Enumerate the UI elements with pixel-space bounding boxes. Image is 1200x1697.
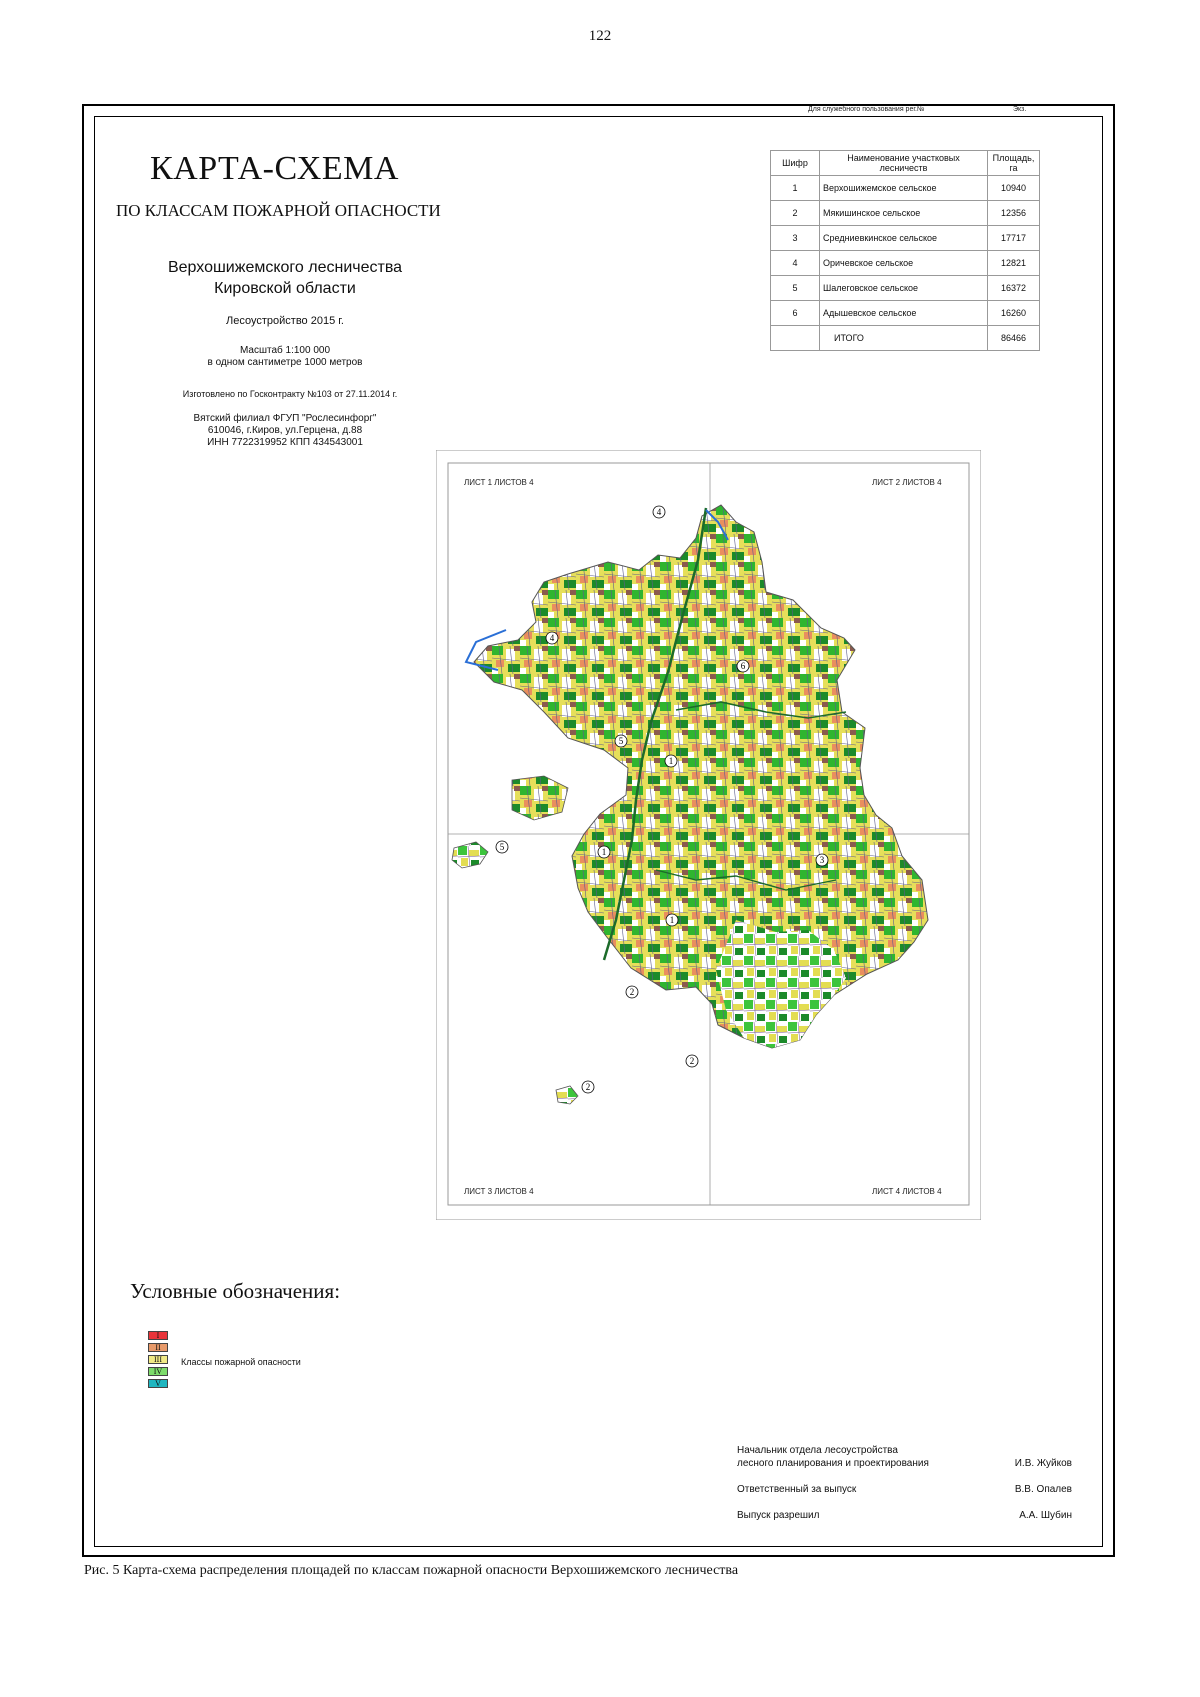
table-row — [771, 201, 1040, 226]
row-area: 12356 — [988, 201, 1040, 226]
marker-label: 2 — [629, 987, 635, 997]
table-row — [771, 226, 1040, 251]
map-scale-note: в одном сантиметре 1000 метров — [207, 357, 363, 368]
row-name: Средниевкинское сельское — [820, 226, 988, 251]
row-name: Адышевское сельское — [820, 301, 988, 326]
signature-role-2: Ответственный за выпуск — [737, 1484, 857, 1495]
producer-tax-ids: ИНН 7722319952 КПП 434543001 — [207, 437, 363, 448]
row-code: 5 — [771, 276, 820, 301]
signature-role-3: Выпуск разрешил — [737, 1510, 820, 1521]
marker-label: 4 — [549, 633, 555, 643]
marker-label: 5 — [618, 736, 624, 746]
producer-name: Вятский филиал ФГУП "Рослесинфорг" — [193, 413, 377, 424]
total-area: 86466 — [988, 326, 1040, 351]
row-code: 4 — [771, 251, 820, 276]
district-area-table — [770, 150, 1040, 351]
marker-district — [653, 506, 665, 518]
row-area: 12821 — [988, 251, 1040, 276]
marker-district — [686, 1055, 698, 1067]
marker-district — [496, 841, 508, 853]
table-total-row — [771, 326, 1040, 351]
map-title: КАРТА-СХЕМА — [150, 150, 399, 187]
marker-label: 1 — [668, 756, 674, 766]
marker-label: 1 — [669, 915, 675, 925]
marker-district — [626, 986, 638, 998]
row-name: Верхошижемское сельское — [820, 176, 988, 201]
marker-district — [615, 735, 627, 747]
marker-district — [546, 632, 558, 644]
figure-caption: Рис. 5 Карта-схема распределения площадей по классам пожарной опасности Верхошижемского лесничества — [84, 1563, 739, 1578]
row-area: 17717 — [988, 226, 1040, 251]
forestry-name: Верхошижемского лесничества — [167, 259, 403, 276]
row-code: 1 — [771, 176, 820, 201]
header-area: Площадь, га — [988, 151, 1040, 176]
row-code: 6 — [771, 301, 820, 326]
map-scale: Масштаб 1:100 000 — [239, 345, 331, 356]
row-code: 2 — [771, 201, 820, 226]
legend-swatch-class-4: IV — [148, 1367, 168, 1376]
marker-district — [582, 1081, 594, 1093]
header-code: Шифр — [771, 151, 820, 176]
table-row — [771, 176, 1040, 201]
signature-name-2: В.В. Опалев — [1014, 1484, 1072, 1495]
table-header-row — [771, 151, 1040, 176]
table-row — [771, 251, 1040, 276]
fire-danger-map — [436, 450, 981, 1220]
row-name: Оричевское сельское — [820, 251, 988, 276]
region-name: Кировской области — [214, 280, 356, 297]
page-number: 122 — [588, 28, 612, 44]
signature-name-1: И.В. Жуйков — [1014, 1458, 1072, 1469]
legend-swatch-class-5: V — [148, 1379, 168, 1388]
marker-district — [816, 854, 828, 866]
legend-label: Классы пожарной опасности — [181, 1357, 301, 1367]
sheet-label-4: ЛИСТ 4 ЛИСТОВ 4 — [872, 1187, 942, 1196]
marker-label: 1 — [601, 847, 607, 857]
legend-swatch-class-3: III — [148, 1355, 168, 1364]
sheet-label-3: ЛИСТ 3 ЛИСТОВ 4 — [464, 1187, 534, 1196]
sheet-label-2: ЛИСТ 2 ЛИСТОВ 4 — [872, 478, 942, 487]
marker-district — [665, 755, 677, 767]
producer-address: 610046, г.Киров, ул.Герцена, д.88 — [207, 425, 363, 436]
marker-label: 2 — [689, 1056, 695, 1066]
legend-swatch-class-1: I — [148, 1331, 168, 1340]
marker-label: 5 — [499, 842, 505, 852]
marker-district — [737, 660, 749, 672]
contract-note: Изготовлено по Госконтракту №103 от 27.11.2014 г. — [182, 389, 398, 399]
signature-role-1: Начальник отдела лесоустройства — [737, 1445, 898, 1456]
row-area: 16260 — [988, 301, 1040, 326]
marker-label: 3 — [819, 855, 825, 865]
marker-label: 2 — [585, 1082, 591, 1092]
marker-district — [598, 846, 610, 858]
total-code-empty — [771, 326, 820, 351]
signature-name-3: А.А. Шубин — [1019, 1510, 1072, 1521]
table-row — [771, 301, 1040, 326]
row-area: 16372 — [988, 276, 1040, 301]
table-row — [771, 276, 1040, 301]
row-name: Мякишинское сельское — [820, 201, 988, 226]
marker-district — [666, 914, 678, 926]
marker-label: 6 — [740, 661, 746, 671]
total-label: ИТОГО — [820, 326, 988, 351]
signature-role-1-cont: лесного планирования и проектирования — [737, 1458, 929, 1469]
row-code: 3 — [771, 226, 820, 251]
official-use-note: Для служебного пользования рег.№ — [808, 106, 925, 113]
legend-title: Условные обозначения: — [130, 1279, 341, 1303]
marker-label: 4 — [656, 507, 662, 517]
header-name: Наименование участковых лесничеств — [820, 151, 988, 176]
row-area: 10940 — [988, 176, 1040, 201]
survey-year: Лесоустройство 2015 г. — [226, 315, 344, 327]
legend-swatch-class-2: II — [148, 1343, 168, 1352]
sheet-label-1: ЛИСТ 1 ЛИСТОВ 4 — [464, 478, 534, 487]
copy-label: Экз. — [1013, 106, 1027, 113]
row-name: Шалеговское сельское — [820, 276, 988, 301]
map-subtitle: ПО КЛАССАМ ПОЖАРНОЙ ОПАСНОСТИ — [116, 201, 441, 220]
